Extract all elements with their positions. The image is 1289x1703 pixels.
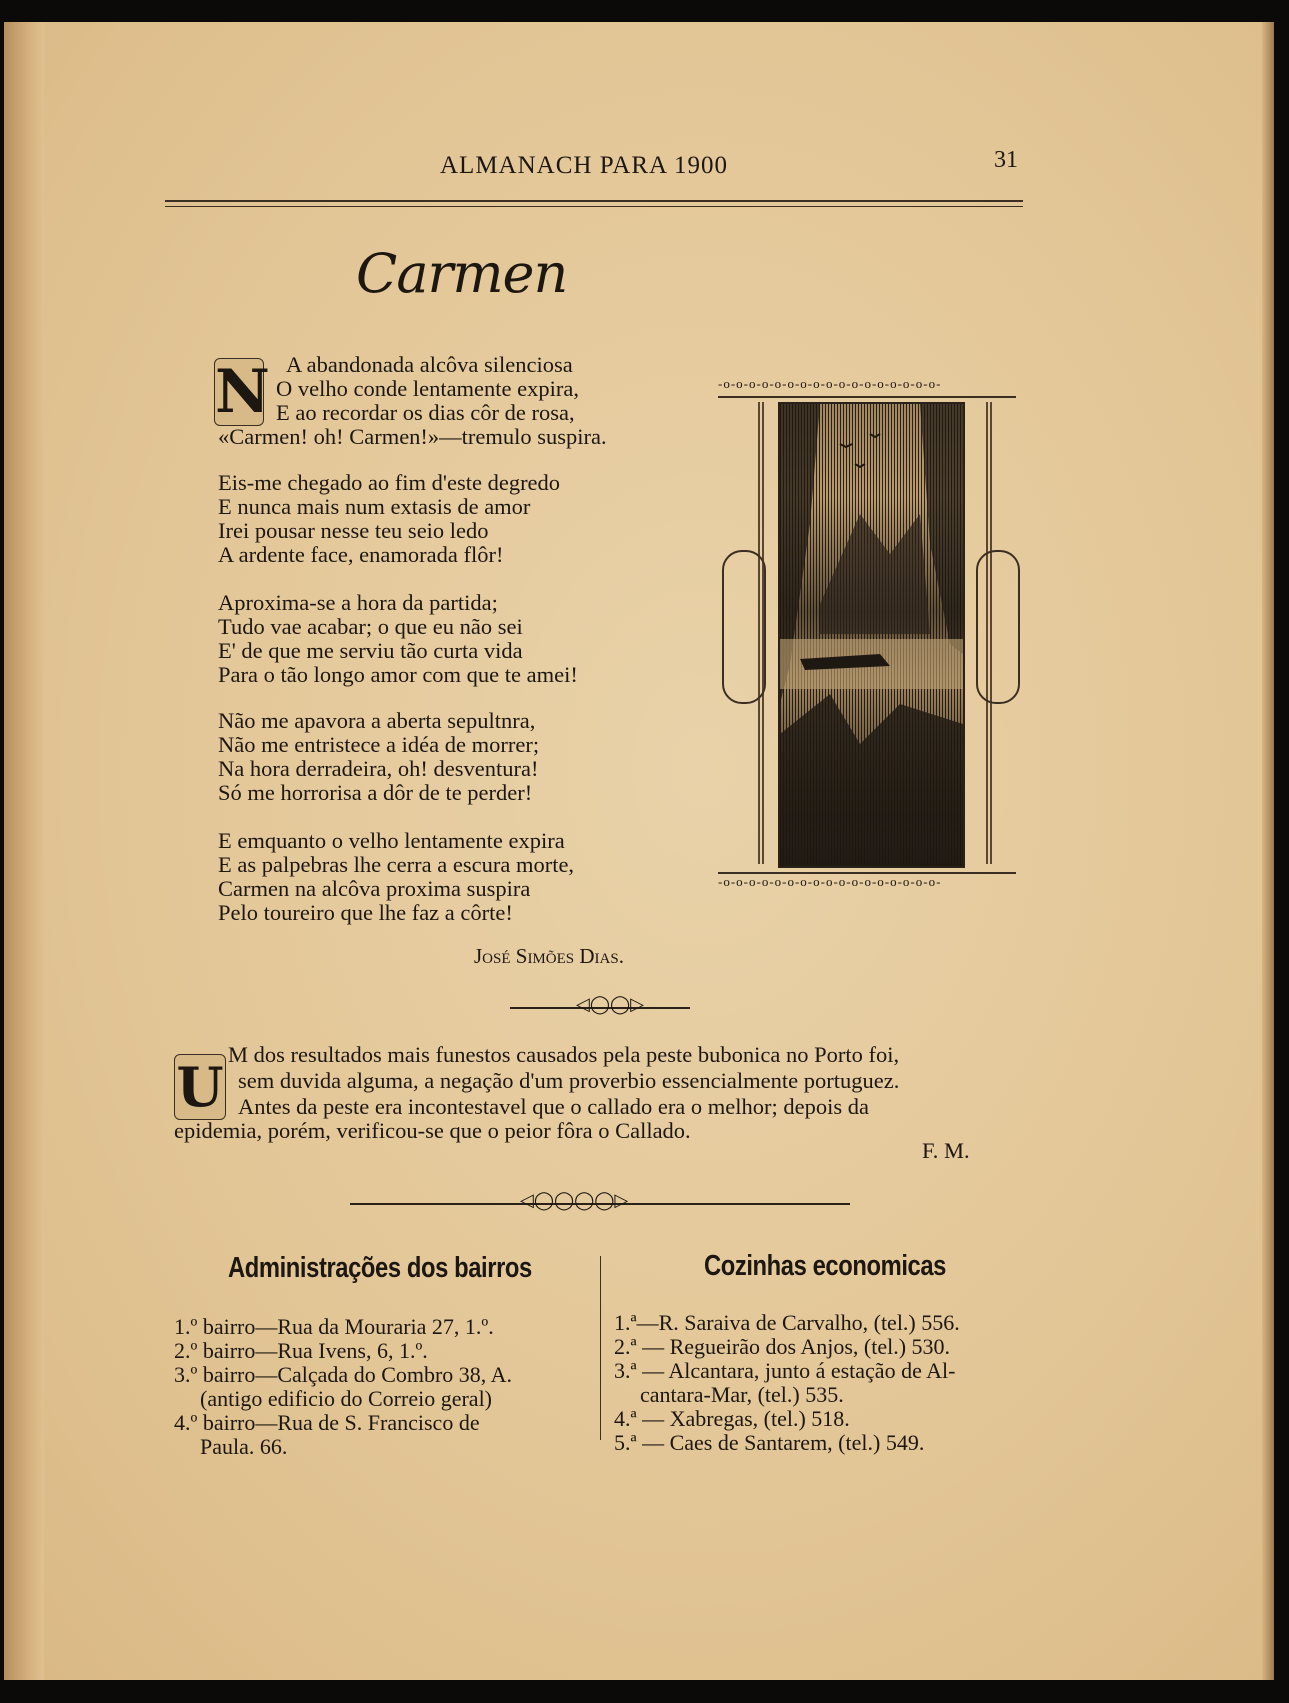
poem-line: Para o tão longo amor com que te amei! bbox=[218, 662, 578, 687]
bairro-line: 2.º bairro—Rua Ivens, 6, 1.º. bbox=[174, 1338, 428, 1363]
landscape-engraving-image bbox=[778, 402, 965, 868]
bairro-line: 3.º bairro—Calçada do Combro 38, A. bbox=[174, 1362, 512, 1387]
anecdote-signature: F. M. bbox=[922, 1138, 970, 1163]
poem-line: Pelo toureiro que lhe faz a côrte! bbox=[218, 900, 513, 925]
poem-line: A abandonada alcôva silenciosa bbox=[286, 352, 573, 377]
bairro-line: 1.º bairro—Rua da Mouraria 27, 1.º. bbox=[174, 1314, 494, 1339]
bairro-line: 4.º bairro—Rua de S. Francisco de bbox=[174, 1410, 480, 1435]
poem-line: «Carmen! oh! Carmen!»—tremulo suspira. bbox=[218, 424, 607, 449]
header-rule-thin bbox=[165, 206, 1023, 207]
poem-line: E nunca mais num extasis de amor bbox=[218, 494, 531, 519]
poem-title: Carmen bbox=[356, 242, 568, 305]
anecdote-line: M dos resultados mais funestos causados pela peste bubonica no Porto foi, bbox=[228, 1042, 900, 1067]
poem-drop-cap: N bbox=[215, 357, 270, 427]
header-rule bbox=[165, 200, 1023, 202]
cozinha-line: cantara-Mar, (tel.) 535. bbox=[640, 1382, 844, 1407]
column-divider bbox=[600, 1256, 601, 1440]
poem-line: Eis-me chegado ao fim d'este degredo bbox=[218, 470, 561, 495]
poem-line: Aproxima-se a hora da partida; bbox=[218, 590, 498, 615]
poem-line: A ardente face, enamorada flôr! bbox=[218, 542, 504, 567]
poem-line: Carmen na alcôva proxima suspira bbox=[218, 876, 531, 901]
poem-line: E as palpebras lhe cerra a escura morte, bbox=[218, 852, 575, 877]
divider-knot-icon: ◁◯◯▷ bbox=[576, 994, 644, 1014]
administracoes-title: Administrações dos bairros bbox=[228, 1252, 532, 1284]
page-number: 31 bbox=[994, 147, 1018, 173]
ornament-chain-top: -o-o-o-o-o-o-o-o-o-o-o-o-o-o-o-o-o- bbox=[718, 378, 942, 390]
cozinha-line: 5.ª — Caes de Santarem, (tel.) 549. bbox=[614, 1430, 925, 1455]
anecdote-line: Antes da peste era incontestavel que o callado era o melhor; depois da bbox=[238, 1094, 870, 1119]
cozinha-line: 2.ª — Regueirão dos Anjos, (tel.) 530. bbox=[614, 1334, 951, 1359]
ornament-bar-bottom bbox=[718, 872, 1016, 874]
bairro-line: (antigo edificio do Correio geral) bbox=[200, 1386, 493, 1411]
poem-line: E emquanto o velho lentamente expira bbox=[218, 828, 565, 853]
poem-line: Tudo vae acabar; o que eu não sei bbox=[218, 614, 523, 639]
poem-line: Só me horrorisa a dôr de te perder! bbox=[218, 780, 533, 805]
poem-line: Na hora derradeira, oh! desventura! bbox=[218, 756, 539, 781]
ornament-bar-top bbox=[718, 396, 1016, 398]
poem-line: Não me apavora a aberta sepultnra, bbox=[218, 708, 536, 733]
poem-line: E ao recordar os dias côr de rosa, bbox=[276, 400, 575, 425]
anecdote-line: epidemia, porém, verificou-se que o peior fôra o Callado. bbox=[174, 1118, 691, 1143]
page-gutter bbox=[4, 22, 44, 1680]
cozinha-line: 4.ª — Xabregas, (tel.) 518. bbox=[614, 1406, 850, 1431]
poem-line: Irei pousar nesse teu seio ledo bbox=[218, 518, 489, 543]
anecdote-line: sem duvida alguma, a negação d'um proverbio essencialmente portuguez. bbox=[238, 1068, 900, 1093]
poem-line: E' de que me serviu tão curta vida bbox=[218, 638, 523, 663]
cozinha-line: 3.ª — Alcantara, junto á estação de Al- bbox=[614, 1358, 956, 1383]
anecdote-drop-cap: U bbox=[174, 1054, 226, 1120]
divider-knot-icon: ◁◯◯◯◯▷ bbox=[520, 1190, 629, 1210]
scroll-ornament-right bbox=[976, 550, 1020, 704]
bairro-line: Paula. 66. bbox=[200, 1434, 288, 1459]
cozinhas-title: Cozinhas economicas bbox=[704, 1250, 946, 1282]
cozinha-line: 1.ª—R. Saraiva de Carvalho, (tel.) 556. bbox=[614, 1310, 960, 1335]
poem-line: O velho conde lentamente expira, bbox=[276, 376, 580, 401]
poem-author: José Simões Dias. bbox=[474, 944, 624, 968]
poem-line: Não me entristece a idéa de morrer; bbox=[218, 732, 540, 757]
page-edge bbox=[1262, 22, 1274, 1680]
running-title: ALMANACH PARA 1900 bbox=[440, 152, 728, 179]
scroll-ornament-left bbox=[722, 550, 766, 704]
ornament-chain-bottom: -o-o-o-o-o-o-o-o-o-o-o-o-o-o-o-o-o- bbox=[718, 876, 942, 888]
